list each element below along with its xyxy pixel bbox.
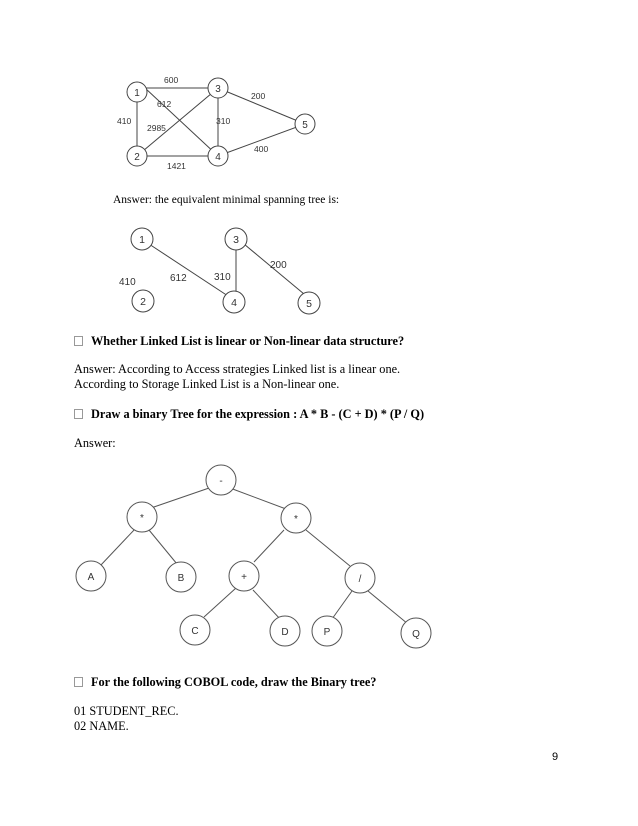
tree-edge [100,529,135,566]
edge-weight-label: 410 [117,116,132,126]
tree-edge [204,588,236,617]
tree-node-label: * [294,514,298,525]
bullet-icon [74,409,83,419]
question-text: For the following COBOL code, draw the Binary tree? [91,675,377,689]
mst-weight-label: 612 [170,273,187,284]
mst-weight-label: 310 [214,272,231,283]
tree-node-label: B [177,573,185,584]
edge-weight-label: 310 [216,116,231,126]
question-linked-list [74,334,404,349]
graph1-node-label: 5 [302,120,308,131]
graph2-node-label: 3 [233,234,239,246]
tree-edge [332,591,352,619]
mst-weight-label: 200 [270,260,287,271]
tree-node-label: * [140,513,144,524]
edge-1-4 [145,88,218,156]
bullet-icon [74,677,83,687]
question-binary-tree [74,407,424,422]
tree-edge [306,530,350,566]
graph2-node-label: 1 [139,234,145,246]
edge-weight-label: 1421 [167,161,186,171]
graph1-node-label: 2 [134,152,140,163]
graph1-node-label: 3 [215,84,221,95]
graph1-node-label: 1 [134,88,140,99]
page-number: 9 [552,751,559,763]
tree-edge [230,488,286,509]
edge-2-3 [137,88,218,156]
edge-weight-label: 200 [251,91,266,101]
code-line: 01 STUDENT_REC. [74,704,179,718]
mst-edge [149,244,228,296]
code-line: 02 NAME. [74,719,129,733]
tree-node-label: - [219,476,223,487]
tree-node-label: D [281,627,289,638]
tree-node-label: C [191,626,199,637]
graph2-node-label: 4 [231,297,237,309]
question-text: Draw a binary Tree for the expression : A * B - (C + D) * (P / Q) [91,407,425,421]
tree-node-label: P [323,627,331,638]
graph2-node-label: 5 [306,298,312,310]
tree-edge [253,590,281,620]
answer-mst-text: Answer: the equivalent minimal spanning tree is: [113,194,340,206]
answer-line: According to Storage Linked List is a Non-linear one. [74,377,340,391]
tree-edge [254,530,284,562]
tree-edge [151,487,212,508]
bullet-icon [74,336,83,346]
question-cobol [74,675,376,690]
answer-line: Answer: According to Access strategies Linked list is a linear one. [74,362,401,376]
edge-weight-label: 612 [157,99,172,109]
tree-node-label: A [87,572,95,583]
graph2-node-label: 2 [140,296,146,308]
graph1-node-label: 4 [215,152,221,163]
mst-weight-label: 410 [119,277,136,288]
tree-node-label: + [241,572,247,583]
tree-node-label: Q [412,629,420,640]
edge-weight-label: 400 [254,144,269,154]
tree-node-label: / [358,574,362,585]
tree-edge [368,591,408,624]
tree-edge [149,530,177,564]
question-text: Whether Linked List is linear or Non-linear data structure? [91,334,405,348]
answer-label: Answer: [74,436,116,450]
edge-weight-label: 2985 [147,123,166,133]
edge-weight-label: 600 [164,75,179,85]
